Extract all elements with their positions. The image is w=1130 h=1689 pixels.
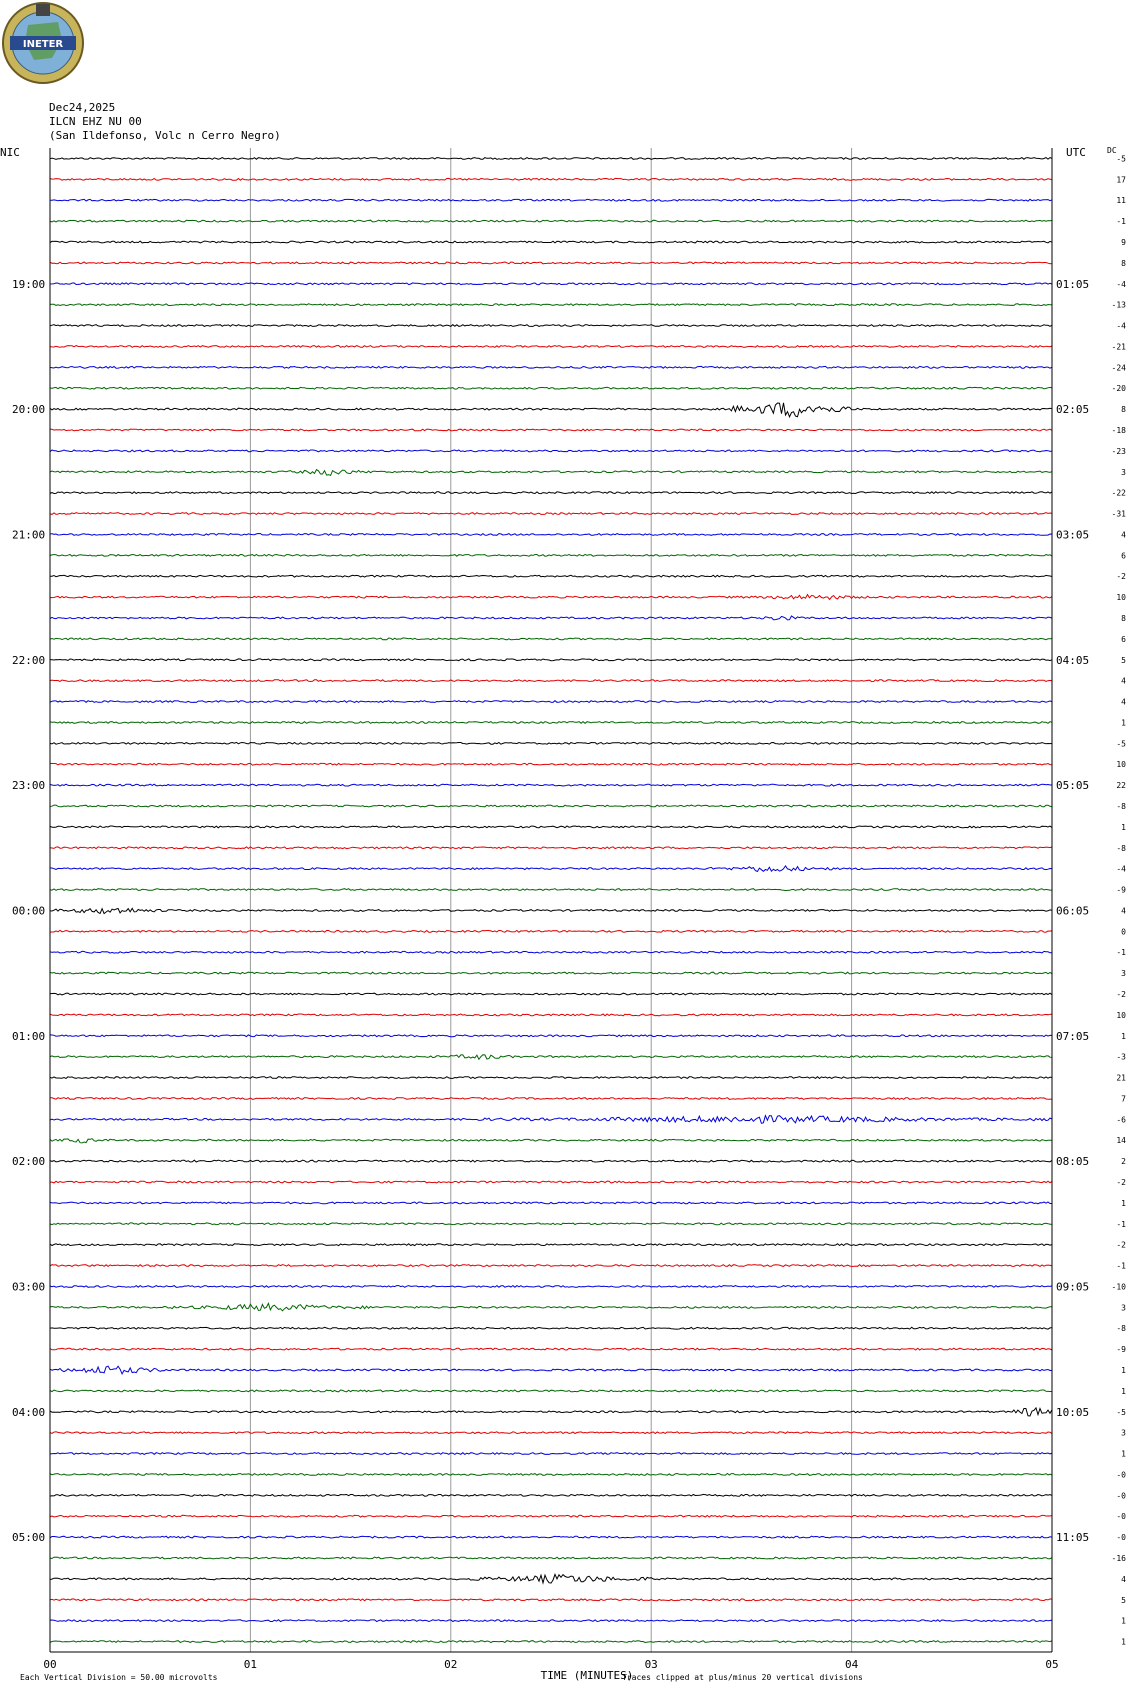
right-hour-label: 07:05 [1056,1029,1090,1043]
trace-8 [50,304,1052,306]
dc-offset-label: 3 [1121,969,1126,979]
trace-42 [50,1014,1052,1016]
dc-offset-label: 5 [1121,655,1126,665]
trace-11 [50,366,1052,368]
left-hour-label: 05:00 [12,1531,46,1545]
dc-offset-label: 21 [1116,1073,1126,1083]
left-hour-label: 23:00 [12,779,46,793]
trace-60 [50,1390,1052,1392]
right-hour-label: 09:05 [1056,1280,1090,1294]
right-hour-label: 04:05 [1056,653,1090,667]
dc-offset-label: 7 [1121,1094,1126,1104]
left-axis-label: NIC [0,146,20,159]
dc-offset-label: -0 [1116,1512,1126,1522]
trace-20 [50,554,1052,556]
dc-offset-label: 8 [1121,614,1126,623]
dc-offset-label: -2 [1116,1178,1126,1187]
dc-offset-label: 10 [1116,760,1126,770]
trace-28 [50,722,1052,724]
trace-58 [50,1348,1052,1350]
trace-49 [50,1160,1052,1162]
dc-offset-label: -0 [1116,1533,1126,1543]
dc-offset-label: 1 [1121,1449,1126,1459]
dc-offset-label: 1 [1121,718,1126,728]
x-axis-title: TIME (MINUTES) [540,1669,634,1682]
dc-offset-label: -2 [1116,572,1126,582]
trace-63 [50,1453,1052,1455]
dc-offset-label: -10 [1111,1282,1126,1292]
dc-offset-label: -1 [1116,948,1126,958]
trace-15 [50,450,1052,452]
trace-4 [50,220,1052,222]
trace-62 [50,1432,1052,1434]
trace-22 [50,595,1052,600]
dc-offset-label: -9 [1116,885,1126,895]
trace-31 [50,784,1052,786]
trace-53 [50,1244,1052,1246]
trace-47 [50,1116,1052,1124]
trace-9 [50,325,1052,327]
dc-offset-label: 1 [1121,822,1126,832]
dc-offset-label: -4 [1116,279,1126,289]
minute-gridlines [50,148,1052,1652]
trace-2 [50,178,1052,180]
trace-3 [50,199,1052,201]
trace-14 [50,429,1052,431]
dc-offset-label: 3 [1121,467,1126,477]
right-hour-label: 05:05 [1056,779,1090,793]
dc-offset-label: 4 [1121,530,1126,540]
time-labels [12,154,1126,1646]
dc-label: DC [1107,146,1117,155]
trace-5 [50,241,1052,243]
trace-18 [50,513,1052,515]
dc-offset-label: -2 [1116,1240,1126,1250]
trace-51 [50,1202,1052,1204]
dc-offset-label: -4 [1116,864,1126,874]
station-location: (San Ildefonso, Volc n Cerro Negro) [49,129,281,142]
dc-offset-label: -3 [1116,1052,1126,1062]
trace-72 [50,1641,1052,1643]
trace-46 [50,1098,1052,1100]
dc-offset-label: -8 [1116,843,1126,853]
dc-offset-label: -16 [1111,1554,1126,1563]
trace-17 [50,492,1052,494]
dc-offset-label: -20 [1111,384,1126,394]
trace-44 [50,1055,1052,1060]
trace-55 [50,1286,1052,1288]
trace-69 [50,1574,1052,1583]
dc-offset-label: 10 [1116,1010,1126,1020]
dc-offset-label: 1 [1121,1637,1126,1647]
left-hour-label: 19:00 [12,277,46,291]
dc-offset-label: -9 [1116,1345,1126,1355]
dc-offset-label: 8 [1121,405,1126,415]
record-date: Dec24,2025 [49,101,116,114]
dc-offset-label: 8 [1121,258,1126,268]
x-tick-label: 01 [243,1658,258,1671]
dc-offset-label: -31 [1111,509,1126,519]
trace-29 [50,742,1052,744]
trace-64 [50,1474,1052,1476]
dc-offset-label: 9 [1121,238,1126,247]
dc-offset-label: -18 [1111,426,1126,435]
trace-30 [50,763,1052,765]
trace-33 [50,826,1052,828]
dc-offset-label: 6 [1121,634,1126,644]
dc-offset-label: -8 [1116,1324,1126,1334]
trace-35 [50,866,1052,872]
dc-offset-label: 4 [1121,1574,1126,1584]
trace-41 [50,993,1052,995]
right-hour-label: 08:05 [1056,1155,1090,1169]
trace-6 [50,262,1052,264]
dc-offset-label: -2 [1116,990,1126,999]
dc-offset-label: -6 [1116,1115,1126,1125]
trace-61 [50,1408,1052,1416]
trace-32 [50,805,1052,807]
dc-offset-label: 0 [1121,927,1126,937]
trace-71 [50,1620,1052,1622]
trace-52 [50,1223,1052,1225]
trace-50 [50,1181,1052,1183]
x-tick-label: 00 [43,1658,57,1671]
dc-offset-label: -24 [1111,363,1126,373]
x-tick-label: 03 [644,1658,658,1671]
dc-offset-label: 1 [1121,1031,1126,1041]
x-tick-label: 02 [444,1658,458,1671]
trace-25 [50,659,1052,661]
trace-39 [50,951,1052,953]
x-tick-label: 05 [1045,1658,1059,1671]
trace-10 [50,346,1052,348]
trace-68 [50,1557,1052,1559]
trace-7 [50,283,1052,285]
trace-36 [50,889,1052,891]
left-hour-label: 21:00 [12,528,46,542]
x-tick-label: 04 [844,1658,859,1671]
dc-offset-label: -4 [1116,321,1126,331]
trace-21 [50,575,1052,577]
trace-70 [50,1599,1052,1601]
division-note: Each Vertical Division = 50.00 microvolts [20,1673,218,1682]
trace-1 [50,158,1052,160]
trace-26 [50,680,1052,682]
trace-12 [50,387,1052,389]
dc-offset-label: -1 [1116,1261,1126,1271]
trace-23 [50,616,1052,620]
dc-offset-label: 3 [1121,1303,1126,1313]
right-hour-label: 06:05 [1056,904,1090,918]
dc-offset-label: -0 [1116,1470,1126,1480]
right-hour-label: 11:05 [1056,1531,1090,1545]
dc-offset-label: 4 [1121,676,1126,686]
dc-offset-label: 1 [1121,1616,1126,1626]
dc-offset-label: -0 [1116,1491,1126,1501]
trace-16 [50,470,1052,476]
trace-38 [50,930,1052,932]
dc-offset-label: 5 [1121,1595,1126,1605]
dc-offset-label: -13 [1111,300,1126,310]
left-hour-label: 04:00 [12,1405,46,1419]
trace-27 [50,701,1052,703]
dc-offset-label: 14 [1116,1136,1126,1146]
dc-offset-label: -1 [1116,217,1126,227]
right-hour-label: 02:05 [1056,403,1090,417]
trace-45 [50,1077,1052,1079]
dc-offset-label: 3 [1121,1428,1126,1438]
right-hour-label: 03:05 [1056,528,1090,542]
trace-13 [50,403,1052,417]
dc-offset-label: 11 [1116,196,1126,206]
trace-54 [50,1265,1052,1267]
dc-offset-label: 22 [1116,781,1126,791]
trace-57 [50,1327,1052,1329]
dc-offset-label: 4 [1121,697,1126,707]
trace-37 [50,908,1052,913]
trace-67 [50,1536,1052,1538]
left-hour-label: 01:00 [12,1029,46,1043]
trace-48 [50,1139,1052,1143]
left-hour-label: 00:00 [12,904,46,918]
dc-offset-label: -1 [1116,1219,1126,1229]
dc-offset-label: -23 [1111,446,1126,456]
right-axis-label: UTC [1066,146,1086,159]
dc-offset-label: 1 [1121,1386,1126,1396]
trace-19 [50,534,1052,536]
trace-66 [50,1515,1052,1517]
dc-offset-label: 2 [1121,1157,1126,1167]
left-hour-label: 03:00 [12,1280,46,1294]
seismic-traces [50,158,1052,1643]
dc-offset-label: 1 [1121,1198,1126,1208]
dc-offset-label: -8 [1116,802,1126,811]
trace-34 [50,847,1052,849]
trace-59 [50,1366,1052,1374]
dc-offset-label: -21 [1111,342,1126,352]
trace-40 [50,972,1052,974]
trace-56 [50,1303,1052,1310]
dc-offset-label: 4 [1121,906,1126,916]
trace-65 [50,1494,1052,1496]
left-hour-label: 02:00 [12,1155,46,1169]
clip-note: Traces clipped at plus/minus 20 vertical divisions [622,1673,863,1682]
dc-offset-label: 1 [1121,1366,1126,1375]
dc-offset-label: -5 [1116,739,1126,749]
dc-offset-label: -5 [1116,154,1126,164]
left-hour-label: 20:00 [12,403,46,417]
dc-offset-label: -22 [1111,488,1126,498]
left-hour-label: 22:00 [12,653,46,667]
dc-offset-label: 10 [1116,593,1126,603]
trace-43 [50,1035,1052,1037]
right-hour-label: 01:05 [1056,277,1090,291]
logo-text: INETER [22,39,64,50]
right-hour-label: 10:05 [1056,1405,1090,1419]
dc-offset-label: -5 [1116,1407,1126,1417]
trace-24 [50,638,1052,640]
dc-offset-label: 6 [1121,551,1126,561]
dc-offset-label: 17 [1116,175,1126,185]
station-code: ILCN EHZ NU 00 [49,115,142,128]
